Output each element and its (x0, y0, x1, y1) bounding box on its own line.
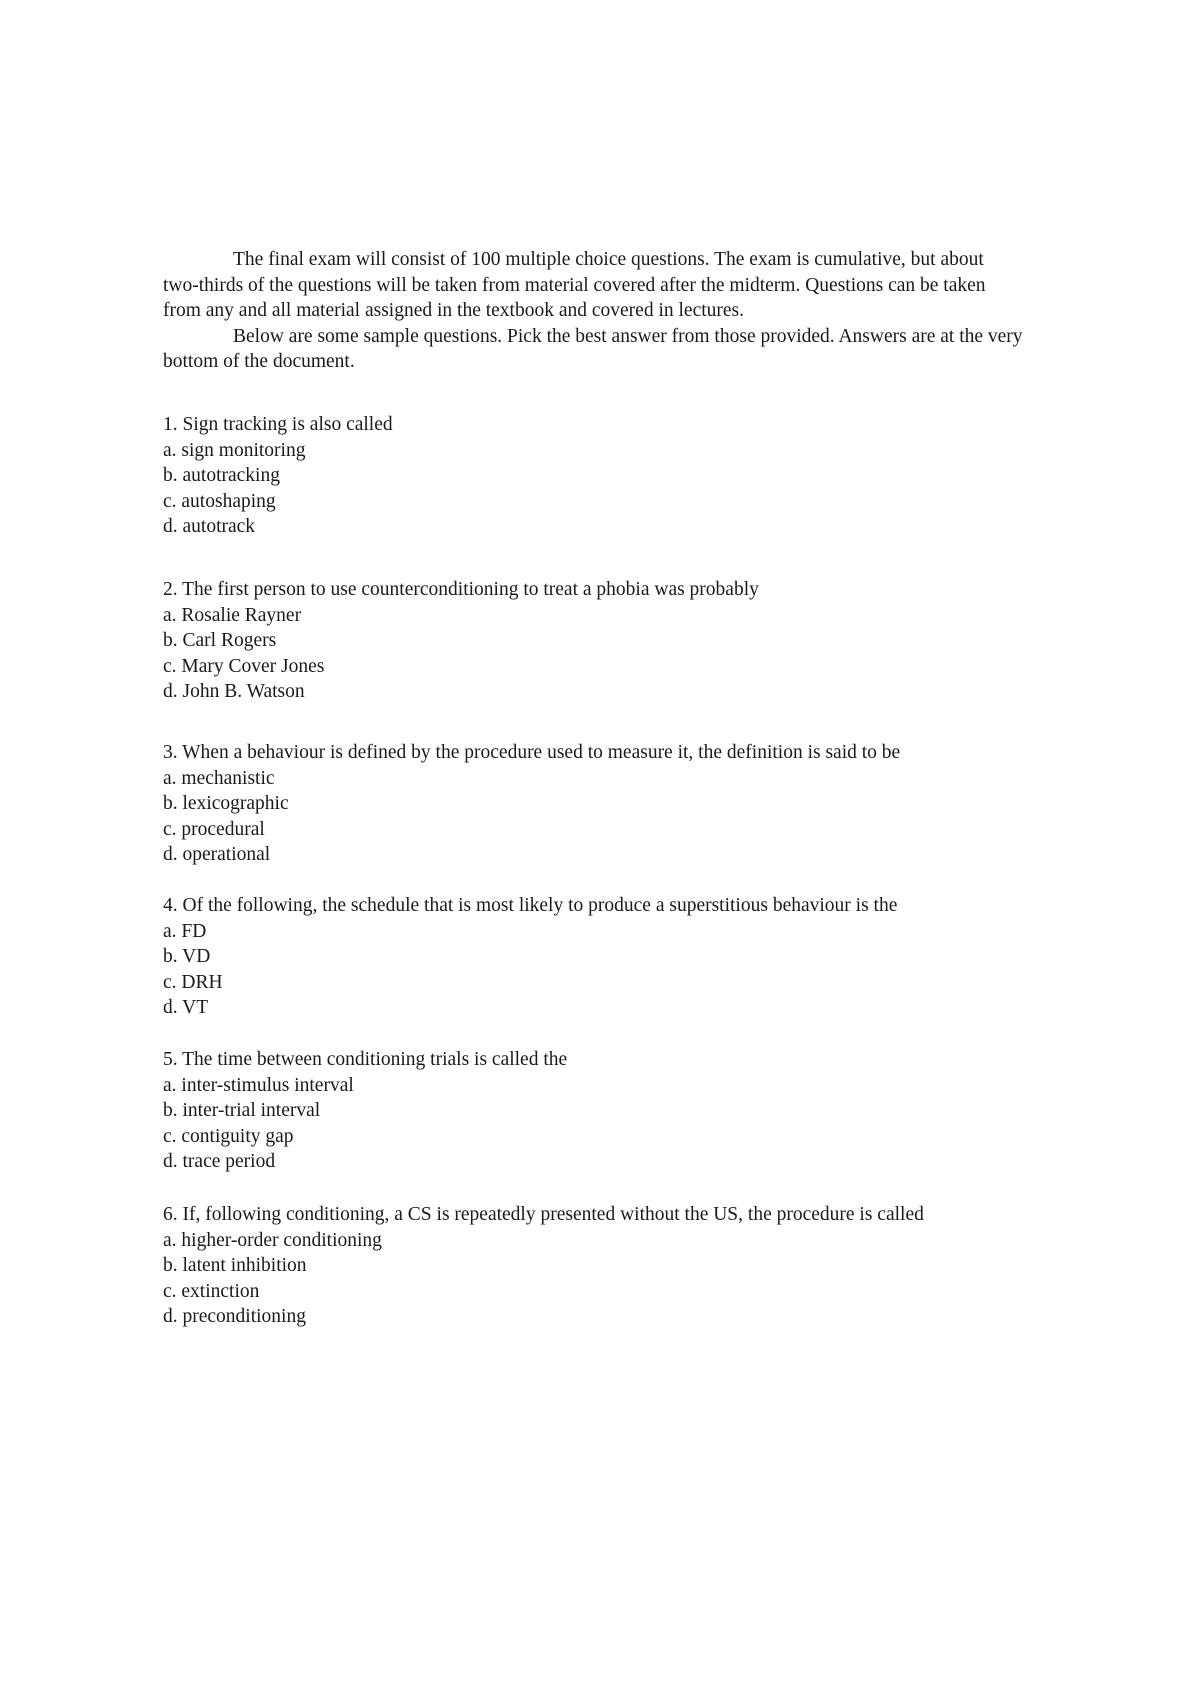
question-stem: 5. The time between conditioning trials is called the (163, 1049, 568, 1070)
answer-option-b: b. latent inhibition (163, 1255, 307, 1277)
question-stem: 2. The first person to use counterconditioning to treat a phobia was probably (163, 579, 759, 600)
question-3 (163, 740, 1023, 868)
answer-option-d: d. preconditioning (163, 1306, 306, 1328)
answer-option-d: d. John B. Watson (163, 681, 305, 703)
answer-option-c: c. contiguity gap (163, 1125, 294, 1147)
answer-option-d: d. autotrack (163, 516, 256, 538)
intro-paragraph-2: Below are some sample questions. Pick the best answer from those provided. Answers are at the very bottom of the document. (163, 325, 1023, 373)
answer-option-c: c. autoshaping (163, 490, 276, 512)
question-1 (163, 412, 1023, 540)
answer-option-d: d. VT (163, 997, 209, 1019)
answer-option-b: b. inter-trial interval (163, 1100, 321, 1122)
question-4 (163, 893, 1023, 1021)
answer-option-b: b. VD (163, 946, 211, 968)
answer-option-c: c. procedural (163, 818, 265, 840)
answer-option-a: a. inter-stimulus interval (163, 1074, 354, 1096)
question-5 (163, 1047, 1023, 1175)
question-6 (163, 1202, 1023, 1330)
answer-option-c: c. Mary Cover Jones (163, 655, 325, 677)
answer-option-b: b. autotracking (163, 465, 280, 487)
intro-section (163, 247, 1023, 375)
question-stem: 1. Sign tracking is also called (163, 414, 393, 435)
question-stem: 3. When a behaviour is defined by the procedure used to measure it, the definition is said to be (163, 742, 901, 763)
answer-option-c: c. DRH (163, 971, 223, 993)
answer-option-c: c. extinction (163, 1280, 260, 1302)
question-stem: 6. If, following conditioning, a CS is repeatedly presented without the US, the procedure is called (163, 1204, 924, 1225)
answer-option-a: a. Rosalie Rayner (163, 604, 302, 626)
answer-option-d: d. operational (163, 844, 271, 866)
answer-option-a: a. higher-order conditioning (163, 1229, 382, 1251)
answer-option-b: b. Carl Rogers (163, 630, 277, 652)
answer-option-a: a. FD (163, 920, 207, 942)
question-2 (163, 577, 1023, 705)
answer-option-b: b. lexicographic (163, 793, 289, 815)
question-stem: 4. Of the following, the schedule that is most likely to produce a superstitious behaviour is the (163, 895, 898, 916)
answer-option-d: d. trace period (163, 1151, 276, 1173)
answer-option-a: a. sign monitoring (163, 439, 306, 461)
answer-option-a: a. mechanistic (163, 767, 275, 789)
intro-paragraph-1: The final exam will consist of 100 multiple choice questions. The exam is cumulative, but about two-thirds of the questions will be taken from material covered after the midterm. Questions can be taken from any and all material assigned in the textbook and covered in lectures. (163, 249, 986, 322)
